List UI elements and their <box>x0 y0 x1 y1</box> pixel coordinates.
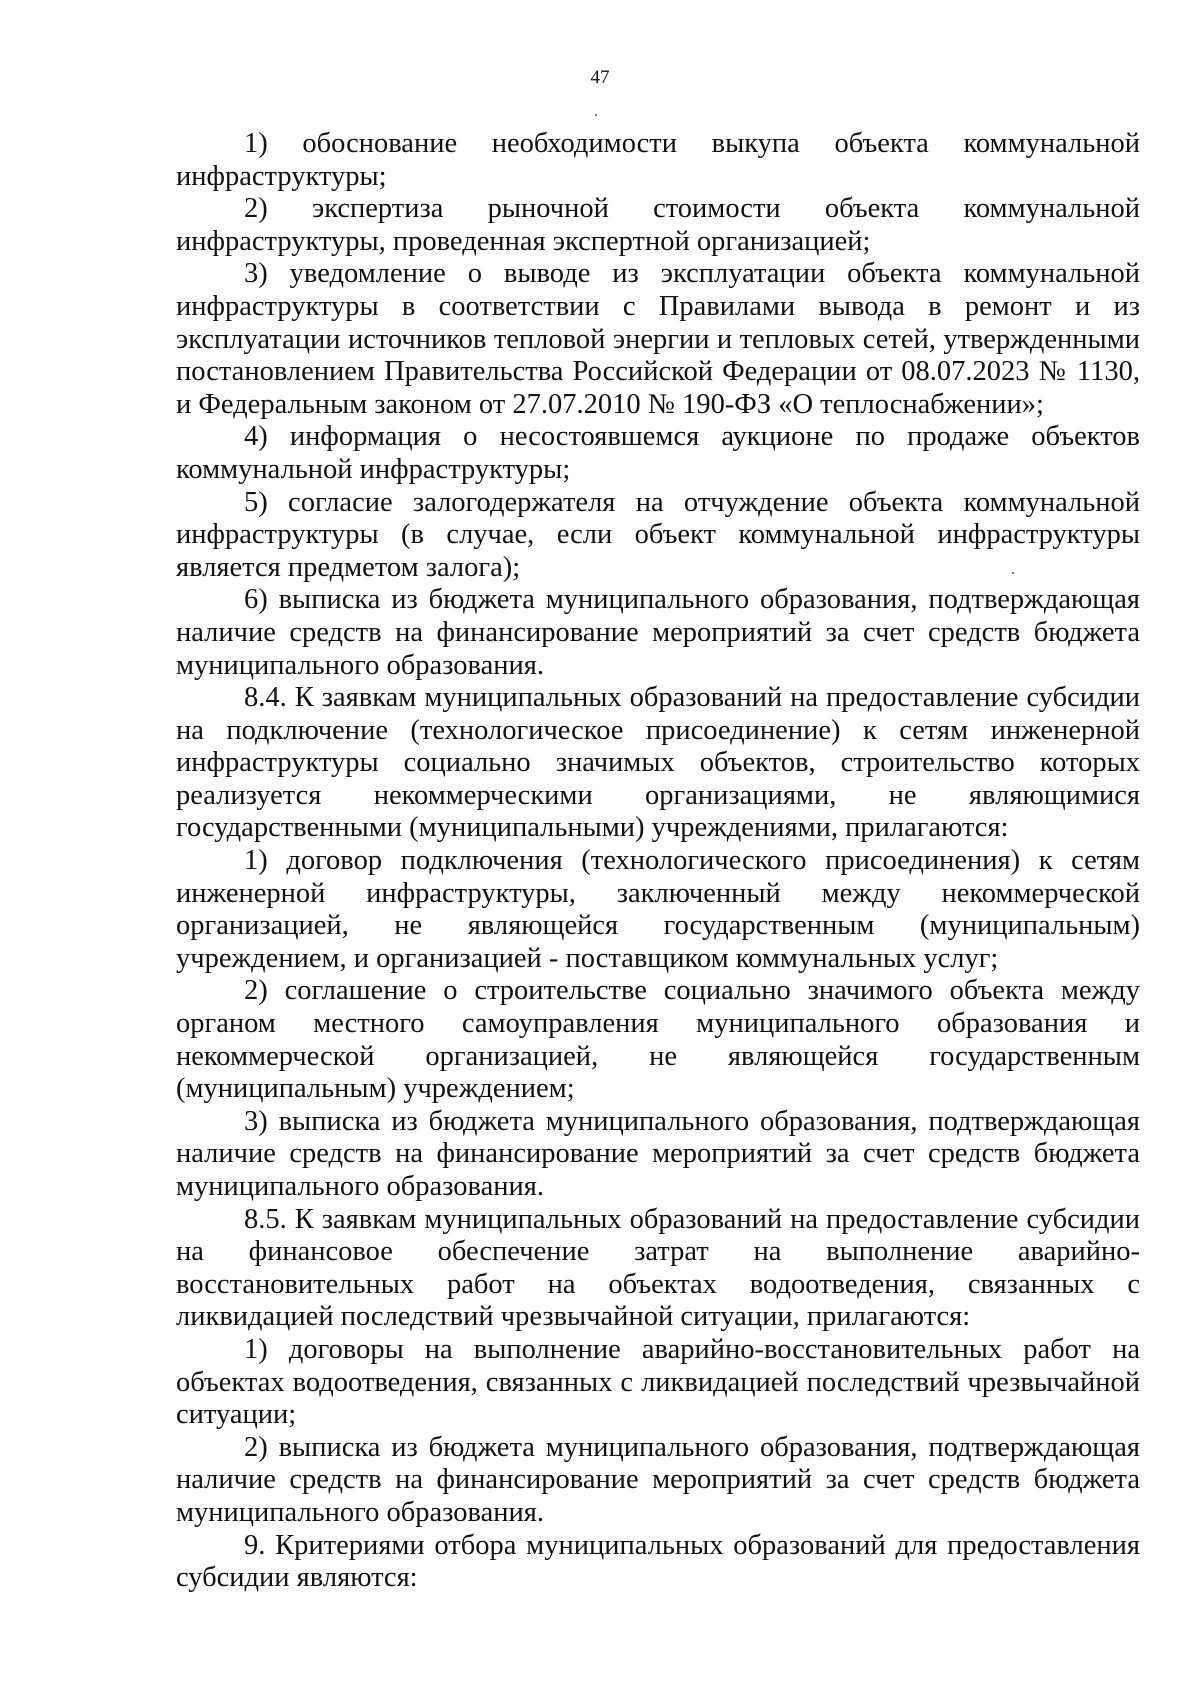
page-number: 47 <box>590 67 610 88</box>
paragraph-item-1-justification: 1) обоснование необходимости выкупа объекта коммунальной инфраструктуры; <box>176 128 1140 192</box>
document-body <box>176 128 1140 1595</box>
paragraph-section-8-5: 8.5. К заявкам муниципальных образований на предоставление субсидии на финансовое обеспечение затрат на выполнение аварийно-восстановительных работ на объектах водоотведения, связанных с ликвидацией последствий чрезвычайной ситуации, прилагаются: <box>176 1203 1140 1333</box>
paragraph-8-5-item-1: 1) договоры на выполнение аварийно-восстановительных работ на объектах водоотведения, связанных с ликвидацией последствий чрезвычайной ситуации; <box>176 1333 1140 1431</box>
paragraph-8-4-item-3: 3) выписка из бюджета муниципального образования, подтверждающая наличие средств на финансирование мероприятий за счет средств бюджета муниципального образования. <box>176 1105 1140 1202</box>
scan-speck <box>1012 572 1014 574</box>
paragraph-item-4-auction-info: 4) информация о несостоявшемся аукционе по продаже объектов коммунальной инфраструктуры; <box>176 421 1140 485</box>
paragraph-8-4-item-1: 1) договор подключения (технологического присоединения) к сетям инженерной инфраструктуры, заключенный между некоммерческой организацией, не являющейся государственным (муниципальным) учреждением, и организацией - поставщиком коммунальных услуг; <box>176 845 1140 974</box>
paragraph-item-6-budget-extract: 6) выписка из бюджета муниципального образования, подтверждающая наличие средств на финансирование мероприятий за счет средств бюджета муниципального образования. <box>176 584 1140 681</box>
scan-speck <box>595 114 597 116</box>
paragraph-8-5-item-2: 2) выписка из бюджета муниципального образования, подтверждающая наличие средств на финансирование мероприятий за счет средств бюджета муниципального образования. <box>176 1431 1140 1528</box>
paragraph-item-3-decommission-notice: 3) уведомление о выводе из эксплуатации объекта коммунальной инфраструктуры в соответствии с Правилами вывода в ремонт и из эксплуатации источников тепловой энергии и тепловых сетей, утвержденными постановлением Правительства Российской Федерации от 08.07.2023 № 1130, и Федеральным законом от 27.07.2010 № 190-ФЗ «О теплоснабжении»; <box>176 258 1140 420</box>
paragraph-section-8-4: 8.4. К заявкам муниципальных образований на предоставление субсидии на подключение (технологическое присоединение) к сетям инженерной инфраструктуры социально значимых объектов, строительство которых реализуется некоммерческими организациями, не являющимися государственными (муниципальными) учреждениями, прилагаются: <box>176 682 1140 844</box>
paragraph-item-2-appraisal: 2) экспертиза рыночной стоимости объекта коммунальной инфраструктуры, проведенная экспертной организацией; <box>176 193 1140 257</box>
paragraph-item-5-pledgee-consent: 5) согласие залогодержателя на отчуждение объекта коммунальной инфраструктуры (в случае, если объект коммунальной инфраструктуры является предметом залога); <box>176 486 1140 583</box>
paragraph-8-4-item-2: 2) соглашение о строительстве социально значимого объекта между органом местного самоуправления муниципального образования и некоммерческой организацией, не являющейся государственным (муниципальным) учреждением; <box>176 975 1140 1105</box>
paragraph-section-9: 9. Критериями отбора муниципальных образований для предоставления субсидии являются: <box>176 1529 1140 1594</box>
